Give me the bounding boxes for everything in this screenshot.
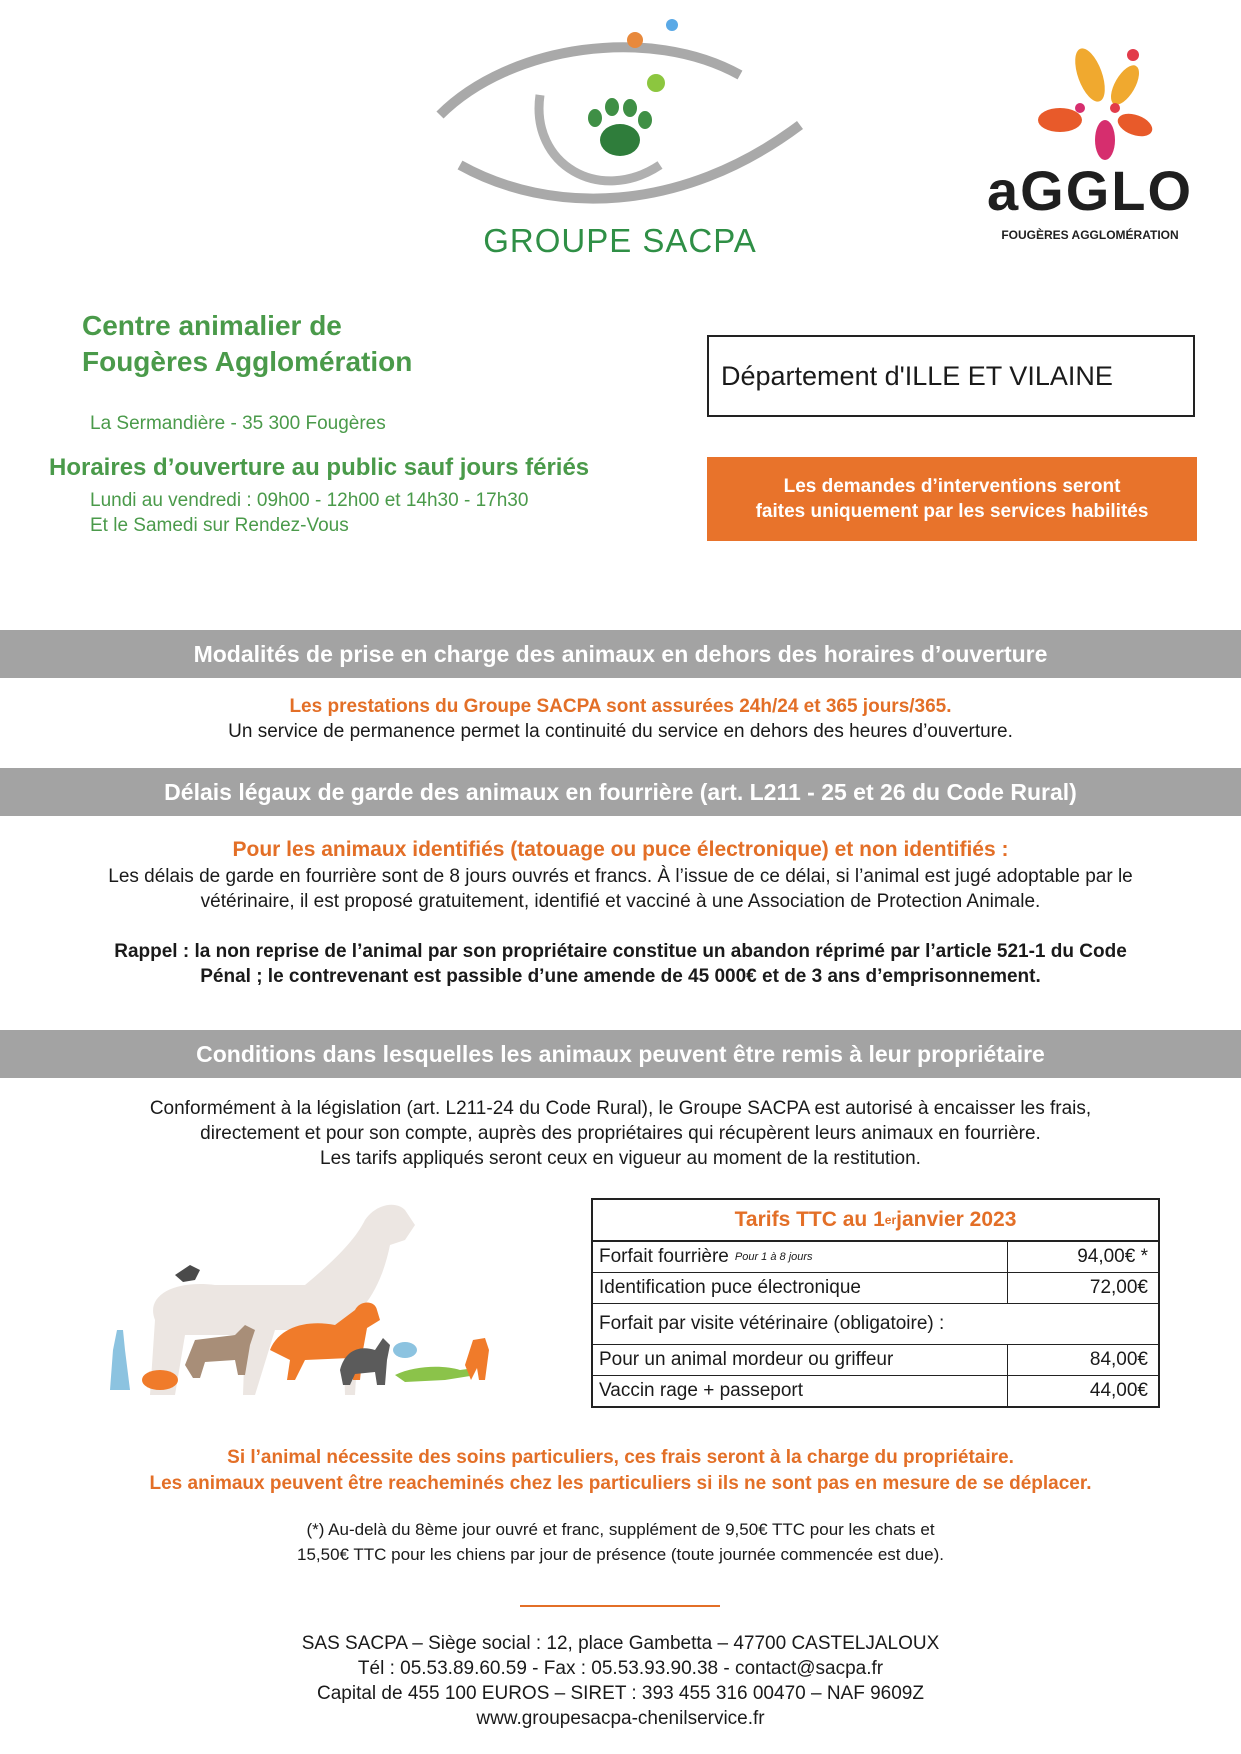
footer-website[interactable]: www.groupesacpa-chenilservice.fr xyxy=(476,1708,765,1729)
opening-hours-weekdays: Lundi au vendredi : 09h00 - 12h00 et 14h30 - 17h30 xyxy=(90,490,529,511)
tariff-title-sup: er xyxy=(884,1213,897,1227)
service-24h-line: Les prestations du Groupe SACPA sont assurées 24h/24 et 365 jours/365. xyxy=(289,696,952,717)
permanence-line: Un service de permanence permet la continuité du service en dehors des heures d’ouverture. xyxy=(228,721,1013,742)
tariff-price: 44,00€ xyxy=(1089,1380,1148,1401)
footer-contact: Tél : 05.53.89.60.59 - Fax : 05.53.93.90.38 - contact@sacpa.fr xyxy=(357,1658,884,1679)
tariff-row-identification xyxy=(593,1272,1158,1303)
soins-note: Si l’animal nécessite des soins particuliers, ces frais seront à la charge du propriétaire. xyxy=(227,1447,1014,1468)
footer-divider xyxy=(520,1605,720,1607)
rappel-line1: Rappel : la non reprise de l’animal par son propriétaire constitue un abandon réprimé par l’article 521-1 du Code xyxy=(114,941,1127,962)
legal-delay-line2: vétérinaire, il est proposé gratuitement, identifié et vacciné à une Association de Protection Animale. xyxy=(200,891,1041,912)
tariff-label: Pour un animal mordeur ou griffeur xyxy=(593,1345,1008,1375)
tariff-price: 94,00€ * xyxy=(1077,1246,1148,1267)
tariff-label-text: Forfait fourrière xyxy=(599,1246,729,1267)
reacheminement-note: Les animaux peuvent être reacheminés chez les particuliers si ils ne sont pas en mesure de se déplacer. xyxy=(149,1473,1092,1494)
tariff-row-mordeur xyxy=(593,1344,1158,1375)
tariff-row-vaccin xyxy=(593,1375,1158,1406)
footer-siege: SAS SACPA – Siège social : 12, place Gambetta – 47700 CASTELJALOUX xyxy=(301,1633,940,1654)
tariff-title-text: Tarifs TTC au 1 xyxy=(734,1208,885,1231)
center-address: La Sermandière - 35 300 Fougères xyxy=(90,413,386,434)
tariff-label xyxy=(593,1242,1008,1272)
agglo-subtitle: FOUGÈRES AGGLOMÉRATION xyxy=(1001,228,1179,242)
opening-hours-title: Horaires d’ouverture au public sauf jours fériés xyxy=(49,454,590,481)
interventions-notice xyxy=(707,457,1197,541)
center-title-line1: Centre animalier de xyxy=(82,310,342,341)
center-title-line2: Fougères Agglomération xyxy=(82,346,413,377)
tariff-table xyxy=(591,1198,1160,1408)
tariff-table-title xyxy=(593,1200,1158,1241)
footnote-line2: 15,50€ TTC pour les chiens par jour de présence (toute journée commencée est due). xyxy=(297,1545,944,1564)
animals-illustration xyxy=(105,1200,560,1410)
department-box: Département d'ILLE ET VILAINE xyxy=(707,335,1195,417)
section-bar-legal-delays: Délais légaux de garde des animaux en fourrière (art. L211 - 25 et 26 du Code Rural) xyxy=(0,768,1241,816)
tariff-row-fourriere xyxy=(593,1241,1158,1272)
tariff-title-date: janvier 2023 xyxy=(896,1208,1017,1231)
tariff-label: Identification puce électronique xyxy=(593,1273,1008,1303)
conditions-line1: Conformément à la législation (art. L211-24 du Code Rural), le Groupe SACPA est autorisé à encaisser les frais, xyxy=(149,1098,1092,1119)
section-bar-return-conditions: Conditions dans lesquelles les animaux peuvent être remis à leur propriétaire xyxy=(0,1030,1241,1078)
identified-animals-subtitle: Pour les animaux identifiés (tatouage ou puce électronique) et non identifiés : xyxy=(232,838,1009,861)
section-bar-after-hours: Modalités de prise en charge des animaux en dehors des horaires d’ouverture xyxy=(0,630,1241,678)
conditions-line2: directement et pour son compte, auprès des propriétaires qui récupèrent leurs animaux en fourrière. xyxy=(200,1123,1041,1144)
tariff-price: 72,00€ xyxy=(1089,1277,1148,1298)
footer-capital: Capital de 455 100 EUROS – SIRET : 393 455 316 00470 – NAF 9609Z xyxy=(317,1683,924,1704)
legal-delay-line1: Les délais de garde en fourrière sont de 8 jours ouvrés et francs. À l’issue de ce délai, si l’animal est jugé adoptable par le xyxy=(108,866,1133,887)
center-title xyxy=(82,308,412,380)
tariff-label-note: Pour 1 à 8 jours xyxy=(734,1251,813,1263)
tariff-label: Vaccin rage + passeport xyxy=(593,1376,1008,1406)
conditions-line3: Les tarifs appliqués seront ceux en vigueur au moment de la restitution. xyxy=(320,1148,921,1169)
agglo-wordmark: aGGLO xyxy=(986,159,1194,222)
notice-line1: Les demandes d’interventions seront xyxy=(783,476,1121,497)
rappel-line2: Pénal ; le contrevenant est passible d’une amende de 45 000€ et de 3 ans d’emprisonnement. xyxy=(200,966,1041,987)
groupe-sacpa-name: GROUPE SACPA xyxy=(483,222,757,259)
opening-hours-saturday: Et le Samedi sur Rendez-Vous xyxy=(90,515,349,536)
footnote-line1: (*) Au-delà du 8ème jour ouvré et franc, supplément de 9,50€ TTC pour les chats et xyxy=(306,1520,935,1539)
notice-line2: faites uniquement par les services habilités xyxy=(755,501,1149,522)
tariff-price: 84,00€ xyxy=(1089,1349,1148,1370)
tariff-vet-section: Forfait par visite vétérinaire (obligatoire) : xyxy=(593,1303,1158,1344)
